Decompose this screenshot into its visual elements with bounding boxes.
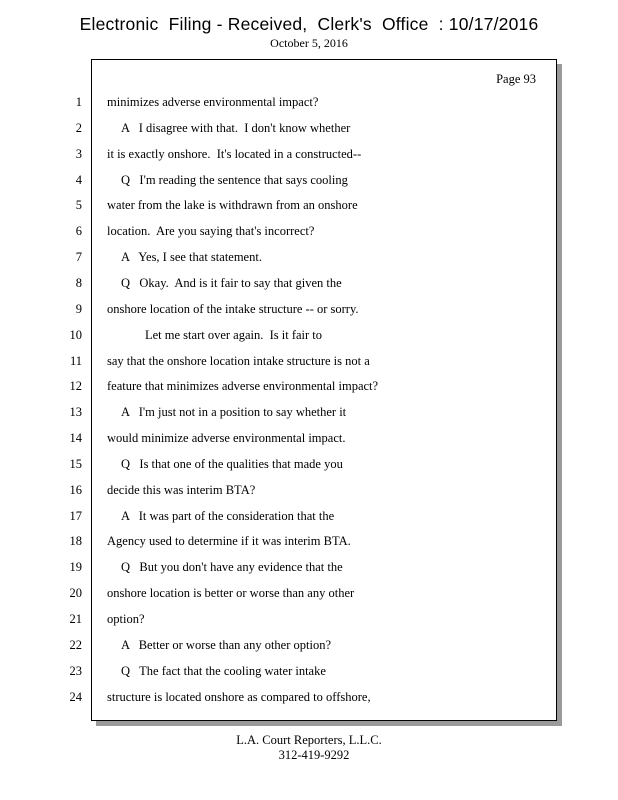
line-number: 22 <box>69 638 82 652</box>
transcript-line-text: location. Are you saying that's incorrect? <box>107 224 315 238</box>
line-number: 13 <box>69 405 82 419</box>
line-number: 6 <box>75 224 82 238</box>
line-number: 18 <box>69 534 82 548</box>
transcript-line-text: Q Is that one of the qualities that made you <box>121 457 343 471</box>
transcript-line-text: say that the onshore location intake structure is not a <box>107 354 370 368</box>
line-number: 14 <box>69 431 82 445</box>
filing-stamp: Electronic Filing - Received, Clerk's Office : 10/17/2016 <box>79 14 539 34</box>
line-number: 15 <box>69 457 82 471</box>
line-number: 23 <box>69 664 82 678</box>
transcript-line-text: feature that minimizes adverse environmental impact? <box>107 379 379 393</box>
transcript-line-text: A Better or worse than any other option? <box>121 638 332 652</box>
line-number: 8 <box>75 276 82 290</box>
line-number: 9 <box>75 302 82 316</box>
line-number: 12 <box>69 379 82 393</box>
transcript-line-text: Q I'm reading the sentence that says cooling <box>121 173 348 187</box>
line-number: 3 <box>75 147 82 161</box>
line-number: 21 <box>69 612 82 626</box>
court-reporter-phone: 312-419-9292 <box>278 748 350 762</box>
line-number: 19 <box>69 560 82 574</box>
court-reporter-name: L.A. Court Reporters, L.L.C. <box>236 733 382 747</box>
transcript-line-text: option? <box>107 612 145 626</box>
line-number: 1 <box>75 95 82 109</box>
transcript-line-text: onshore location of the intake structure -- or sorry. <box>107 302 359 316</box>
line-number: 16 <box>69 483 82 497</box>
line-number: 10 <box>69 328 82 342</box>
transcript-line-text: Q Okay. And is it fair to say that given the <box>121 276 342 290</box>
transcript-line-text: A Yes, I see that statement. <box>121 250 262 264</box>
line-number: 7 <box>75 250 82 264</box>
transcript-line-text: Q But you don't have any evidence that the <box>121 560 343 574</box>
transcript-line-text: minimizes adverse environmental impact? <box>107 95 319 109</box>
line-number: 5 <box>75 198 82 212</box>
transcript-line-text: it is exactly onshore. It's located in a constructed-- <box>107 147 362 161</box>
transcript-line-text: water from the lake is withdrawn from an onshore <box>107 198 358 212</box>
line-number: 11 <box>69 354 82 368</box>
transcript-line-text: Agency used to determine if it was interim BTA. <box>107 534 351 548</box>
transcript-line-text: A I disagree with that. I don't know whether <box>121 121 351 135</box>
transcript-line-text: decide this was interim BTA? <box>107 483 256 497</box>
transcript-line-text: Q The fact that the cooling water intake <box>121 664 326 678</box>
page-number: Page 93 <box>496 72 536 86</box>
line-number: 20 <box>69 586 82 600</box>
deposition-date: October 5, 2016 <box>270 36 348 50</box>
transcript-line-text: would minimize adverse environmental impact. <box>107 431 346 445</box>
transcript-line-text: onshore location is better or worse than any other <box>107 586 355 600</box>
transcript-line-text: A I'm just not in a position to say whether it <box>121 405 347 419</box>
line-number: 2 <box>75 121 82 135</box>
transcript-line-text: A It was part of the consideration that the <box>121 509 335 523</box>
transcript-line-text: Let me start over again. Is it fair to <box>145 328 323 342</box>
line-number: 17 <box>69 509 82 523</box>
line-number: 24 <box>69 690 82 704</box>
line-number: 4 <box>75 173 82 187</box>
transcript-line-text: structure is located onshore as compared to offshore, <box>107 690 371 704</box>
